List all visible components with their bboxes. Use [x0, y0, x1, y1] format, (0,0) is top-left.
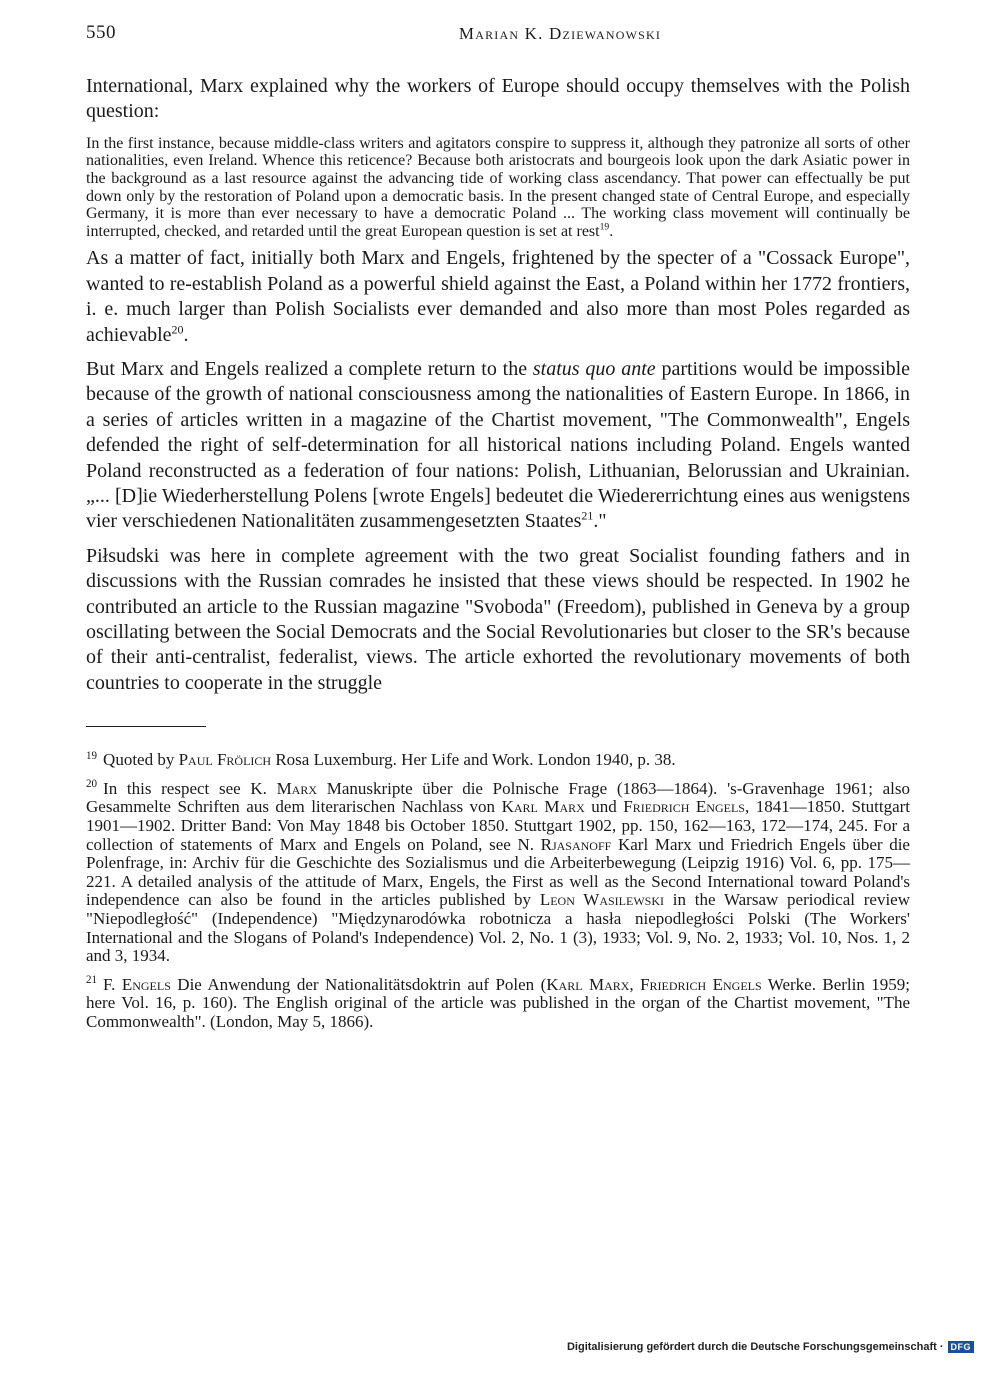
paragraph-cossack-text: As a matter of fact, initially both Marx and Engels, frightened by the specter of a "Cossack Europe", wanted to re-establish Poland as a powerful shield against the East, a Poland within her 1772 frontiers, i. e. much larger than Polish Socialists ever demanded and also more than most Poles regarded as achievable: [86, 247, 910, 346]
running-head: [0, 24, 1000, 44]
paragraph-pilsudski-text: Piłsudski was here in complete agreement with the two great Socialist founding fathers and in discussions with the Russian comrades he insisted that these views should be respected. In 1902 he contributed an article to the Russian magazine "Svoboda" (Freedom), published in Geneva by a group oscillating between the Social Democrats and the Social Revolutionaries but closer to the SR's because of their anti-centralist, federalist, views. The article exhorted the revolutionary movements of both countries to cooperate in the struggle: [86, 544, 910, 694]
footnote-text: F.: [103, 974, 122, 994]
footnote-text: Die Anwendung der Nationalitätsdoktrin auf Polen (: [170, 974, 547, 994]
footnote-text: In this respect see K.: [103, 778, 277, 798]
footnotes: [86, 751, 910, 1031]
paragraph-cossack: As a matter of fact, initially both Marx and Engels, frightened by the specter of a "Cossack Europe", wanted to re-establish Poland as a powerful shield against the East, a Poland within her 1772 frontiers, i. e. much larger than Polish Socialists ever demanded and also more than most Poles regarded as achievable$^{20}$.: [86, 247, 910, 346]
footnote-19: [86, 751, 910, 770]
running-head-title: Marian K. Dziewanowski: [458, 24, 662, 43]
footnote-text: in the Warsaw periodical review "Niepodległość" (Independence) "Międzynarodówka robotnicza a hasła niepodległości Polski (The Workers' International and the Slogans of Poland's Independence) Vol. 2, No. 1 (3), 1933; Vol. 9, No. 2, 1933; Vol. 10, Nos. 1, 2 and 3, 1934.: [86, 890, 910, 966]
footnote-number: 21: [86, 974, 98, 987]
paragraph-status-quo: [86, 357, 910, 535]
footnote-ref-19: 19: [599, 221, 610, 233]
paragraph-status-quo-text-b: partitions would be impossible because of the growth of national consciousness among the nationalities of Eastern Europe. In 1866, in a series of articles written in a magazine of the Chartist movement, "The Commonwealth", Engels defended the right of self-determination for all historical nations including Poland. Engels wanted Poland reconstructed as a federation of four nations: Polish, Lithuanian, Belorussian and Ukrainian. „... [D]ie Wiederherstellung Polens [wrote Engels] bedeutet die Wiedererrichtung eines aus wenigstens vier verschiedenen Nationalitäten zusammengesetzten Staates: [86, 358, 910, 533]
footnote-author: Rjasanoff: [540, 834, 612, 854]
footnote-author: Friedrich Engels: [623, 797, 745, 817]
paragraph-pilsudski: [86, 544, 910, 696]
footnote-number: 19: [86, 749, 98, 762]
dfg-logo-icon: DFG: [948, 1341, 975, 1353]
footnote-number: 20: [86, 778, 98, 791]
footnote-text: Rosa Luxemburg. Her Life and Work. London 1940, p. 38.: [271, 750, 676, 770]
paragraph-status-quo-text-a: But Marx and Engels realized a complete return to the: [86, 358, 533, 380]
footnote-ref-20: 20: [171, 321, 184, 336]
status-quo-ante-italic: status quo ante: [532, 358, 656, 380]
footnote-21: [86, 976, 910, 1032]
footnote-text: Quoted by: [103, 750, 179, 770]
block-quote: In the first instance, because middle-class writers and agitators conspire to suppress it, although they patronize all sorts of other nationalities, even Ireland. Whence this reticence? Because both aristocrats and bourgeois look upon the dark Asiatic power in the background as a last resource against the advancing tide of working class ascendancy. That power can effectually be put down only by the restoration of Poland upon a democratic basis. In the present changed state of Central Europe, and especially Germany, it is more than ever necessary to have a democratic Poland ... The working class movement will continually be interrupted, checked, and retarded until the great European question is set at rest$^{19}$.: [86, 134, 910, 240]
footnote-text: Karl Marx und Friedrich Engels über die Polenfrage, in: Archiv für die Geschichte des Sozialismus und die Arbeiterbewegung (Leipzig 1916) Vol. 6, pp. 175—221. A detailed analysis of the attitude of Marx, Engels, the First as well as the Second International toward Poland's independence can also be found in the articles published by: [86, 834, 910, 910]
footnote-author: Karl Marx: [501, 797, 585, 817]
footnote-author: Marx: [276, 778, 318, 798]
footnote-author: Paul Frölich: [178, 750, 272, 770]
credit-text: Digitalisierung gefördert durch die Deutsche Forschungsgemeinschaft ·: [566, 1341, 944, 1353]
footnote-text: , 1841—1850. Stuttgart 1901—1902. Dritter Band: Von May 1848 bis October 1850. Stuttgart 1902, pp. 150, 162—163, 172—174, 245. For a collection of statements of Marx and Engels on Poland, see N.: [86, 797, 911, 854]
digitization-credit: [567, 1341, 974, 1353]
paragraph-status-quo-end: .": [593, 510, 607, 533]
body-text: [86, 74, 910, 1042]
page-number: 550: [86, 22, 116, 43]
footnote-text: Manuskripte über die Polnische Frage (1863—1864). 's-Gravenhage 1961; also Gesammelte Schriften aus dem literarischen Nachlass von: [86, 778, 911, 817]
footnote-ref-21: 21: [581, 508, 594, 523]
footnote-separator: [86, 726, 206, 727]
footnote-text: Werke. Berlin 1959; here Vol. 16, p. 160). The English original of the article was published in the organ of the Chartist movement, "The Commonwealth". (London, May 5, 1866).: [86, 974, 911, 1031]
footnote-author: Leon Wasilewski: [539, 890, 665, 910]
footnote-author: Engels: [121, 974, 171, 994]
footnote-20: [86, 780, 910, 966]
footnote-author: Karl Marx, Friedrich Engels: [546, 974, 762, 994]
paragraph-intro-text: International, Marx explained why the workers of Europe should occupy themselves with the Polish question:: [86, 75, 910, 123]
footnote-text: und: [584, 797, 624, 817]
paragraph-intro: [86, 74, 910, 125]
block-quote-text: In the first instance, because middle-class writers and agitators conspire to suppress it, although they patronize all sorts of other nationalities, even Ireland. Whence this reticence? Because both aristocrats and bourgeois look upon the dark Asiatic power in the background as a last resource against the advancing tide of working class ascendancy. That power can effectually be put down only by the restoration of Poland upon a democratic basis. In the present changed state of Central Europe, and especially Germany, it is more than ever necessary to have a democratic Poland ... The working class movement will continually be interrupted, checked, and retarded until the great European question is set at rest: [86, 134, 910, 240]
